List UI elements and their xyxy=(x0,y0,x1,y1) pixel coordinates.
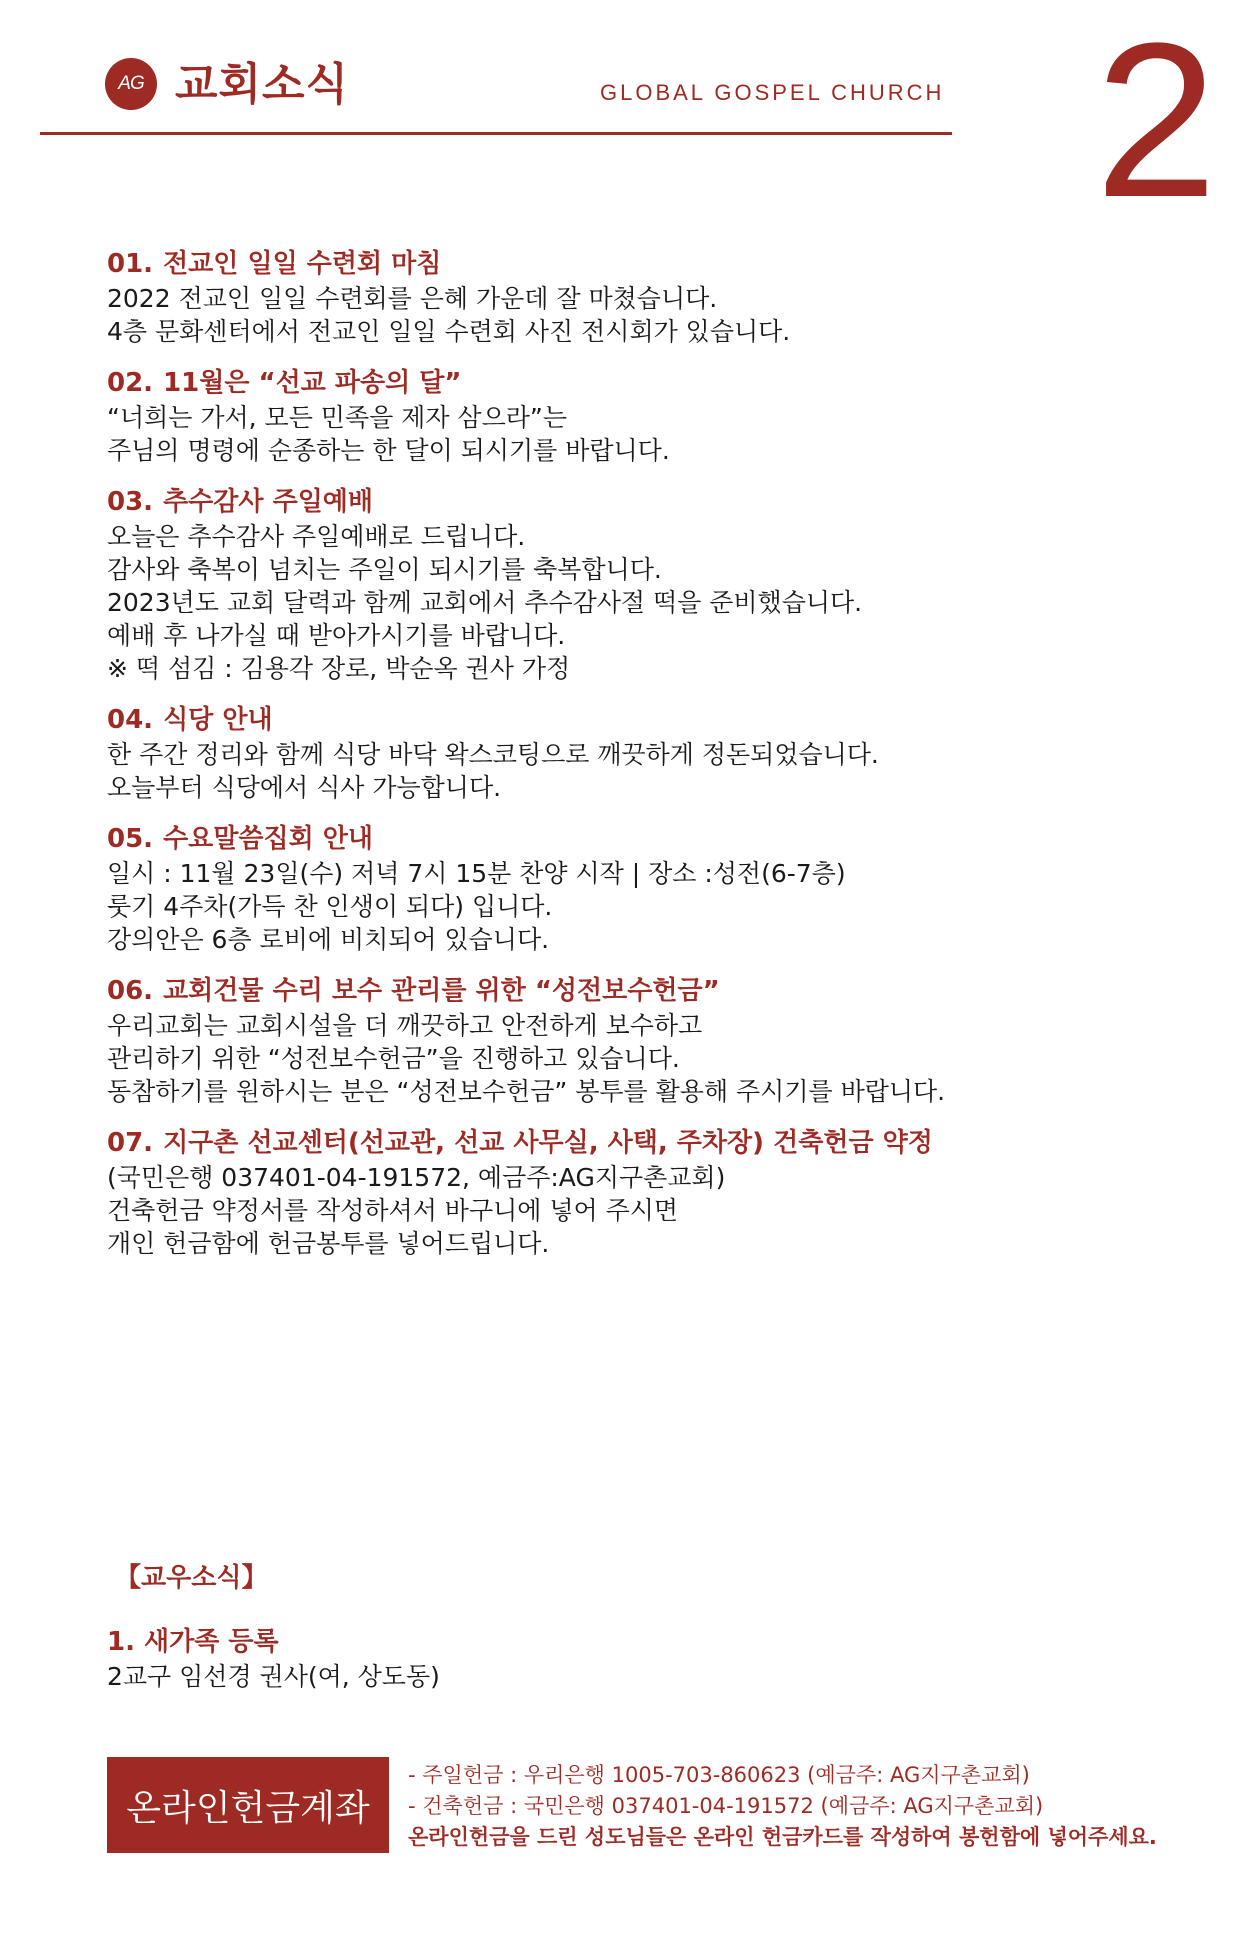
news-line: 오늘부터 식당에서 식사 가능합니다. xyxy=(107,773,502,802)
news-line: 감사와 축복이 넘치는 주일이 되시기를 축복합니다. xyxy=(107,555,662,584)
members-news-title: 【교우소식】 xyxy=(115,1563,268,1593)
news-heading xyxy=(107,365,1207,401)
news-number: 01. xyxy=(107,249,154,279)
news-item xyxy=(107,702,1207,804)
offering-note: 온라인헌금을 드린 성도님들은 온라인 헌금카드를 작성하여 봉헌함에 넣어주세요. xyxy=(408,1825,1157,1849)
news-line: 예배 후 나가실 때 받아가시기를 바랍니다. xyxy=(107,621,566,650)
news-title: 추수감사 주일예배 xyxy=(163,487,374,517)
page-title: 교회소식 xyxy=(175,59,350,110)
news-item xyxy=(107,973,1207,1108)
news-item xyxy=(107,365,1207,467)
online-offering-label: 온라인헌금계좌 xyxy=(107,1757,389,1853)
news-title: 전교인 일일 수련회 마침 xyxy=(163,249,442,279)
news-title: 지구촌 선교센터(선교관, 선교 사무실, 사택, 주차장) 건축헌금 약정 xyxy=(163,1128,933,1158)
news-list xyxy=(107,246,1207,1277)
page-number: 2 xyxy=(1095,0,1218,243)
news-line: “너희는 가서, 모든 민족을 제자 삼으라”는 xyxy=(107,403,567,432)
news-line: 2022 전교인 일일 수련회를 은혜 가운데 잘 마쳤습니다. xyxy=(107,284,718,313)
news-title: 교회건물 수리 보수 관리를 위한 “성전보수헌금” xyxy=(163,976,720,1006)
news-title: 11월은 “선교 파송의 달” xyxy=(163,368,462,398)
news-heading xyxy=(107,1125,1207,1161)
news-number: 04. xyxy=(107,705,154,735)
news-heading xyxy=(107,973,1207,1009)
news-item xyxy=(107,484,1207,685)
church-name: GLOBAL GOSPEL CHURCH xyxy=(600,80,945,105)
news-line: 오늘은 추수감사 주일예배로 드립니다. xyxy=(107,522,526,551)
offering-account-building: - 건축헌금 : 국민은행 037401-04-191572 (예금주: AG지구촌교회) xyxy=(408,1794,1044,1818)
news-line: 관리하기 위한 “성전보수헌금”을 진행하고 있습니다. xyxy=(107,1044,680,1073)
news-line: 강의안은 6층 로비에 비치되어 있습니다. xyxy=(107,925,550,954)
online-offering-info xyxy=(408,1760,1208,1853)
news-number: 05. xyxy=(107,824,154,854)
news-line: (국민은행 037401-04-191572, 예금주:AG지구촌교회) xyxy=(107,1163,726,1192)
members-news-line: 2교구 임선경 권사(여, 상도동) xyxy=(107,1662,440,1691)
header-divider xyxy=(40,132,952,135)
news-heading xyxy=(107,484,1207,520)
news-line: 우리교회는 교회시설을 더 깨끗하고 안전하게 보수하고 xyxy=(107,1011,703,1040)
members-news xyxy=(107,1560,1007,1693)
news-number: 06. xyxy=(107,976,154,1006)
news-line: 2023년도 교회 달력과 함께 교회에서 추수감사절 떡을 준비했습니다. xyxy=(107,588,863,617)
news-heading xyxy=(107,246,1207,282)
news-title: 식당 안내 xyxy=(163,705,273,735)
news-item xyxy=(107,821,1207,956)
news-heading xyxy=(107,702,1207,738)
news-line: 일시 : 11월 23일(수) 저녁 7시 15분 찬양 시작 | 장소 :성전(6-7층) xyxy=(107,859,846,888)
news-line: 주님의 명령에 순종하는 한 달이 되시기를 바랍니다. xyxy=(107,436,670,465)
news-line: 룻기 4주차(가득 찬 인생이 되다) 입니다. xyxy=(107,892,553,921)
news-number: 02. xyxy=(107,368,154,398)
news-line: 건축헌금 약정서를 작성하셔서 바구니에 넣어 주시면 xyxy=(107,1196,679,1225)
news-title: 수요말씀집회 안내 xyxy=(163,824,374,854)
news-heading xyxy=(107,821,1207,857)
offering-account-sunday: - 주일헌금 : 우리은행 1005-703-860623 (예금주: AG지구촌교회) xyxy=(408,1763,1030,1787)
members-news-heading: 1. 새가족 등록 xyxy=(107,1627,279,1657)
church-logo: AG xyxy=(105,58,157,110)
news-line: ※ 떡 섬김 : 김용각 장로, 박순옥 권사 가정 xyxy=(107,654,571,683)
news-item xyxy=(107,1125,1207,1260)
news-line: 동참하기를 원하시는 분은 “성전보수헌금” 봉투를 활용해 주시기를 바랍니다. xyxy=(107,1077,946,1106)
news-line: 개인 헌금함에 헌금봉투를 넣어드립니다. xyxy=(107,1229,550,1258)
header xyxy=(40,40,952,136)
news-item xyxy=(107,246,1207,348)
news-line: 한 주간 정리와 함께 식당 바닥 왁스코팅으로 깨끗하게 정돈되었습니다. xyxy=(107,740,879,769)
news-number: 07. xyxy=(107,1128,154,1158)
news-line: 4층 문화센터에서 전교인 일일 수련회 사진 전시회가 있습니다. xyxy=(107,317,791,346)
news-number: 03. xyxy=(107,487,154,517)
